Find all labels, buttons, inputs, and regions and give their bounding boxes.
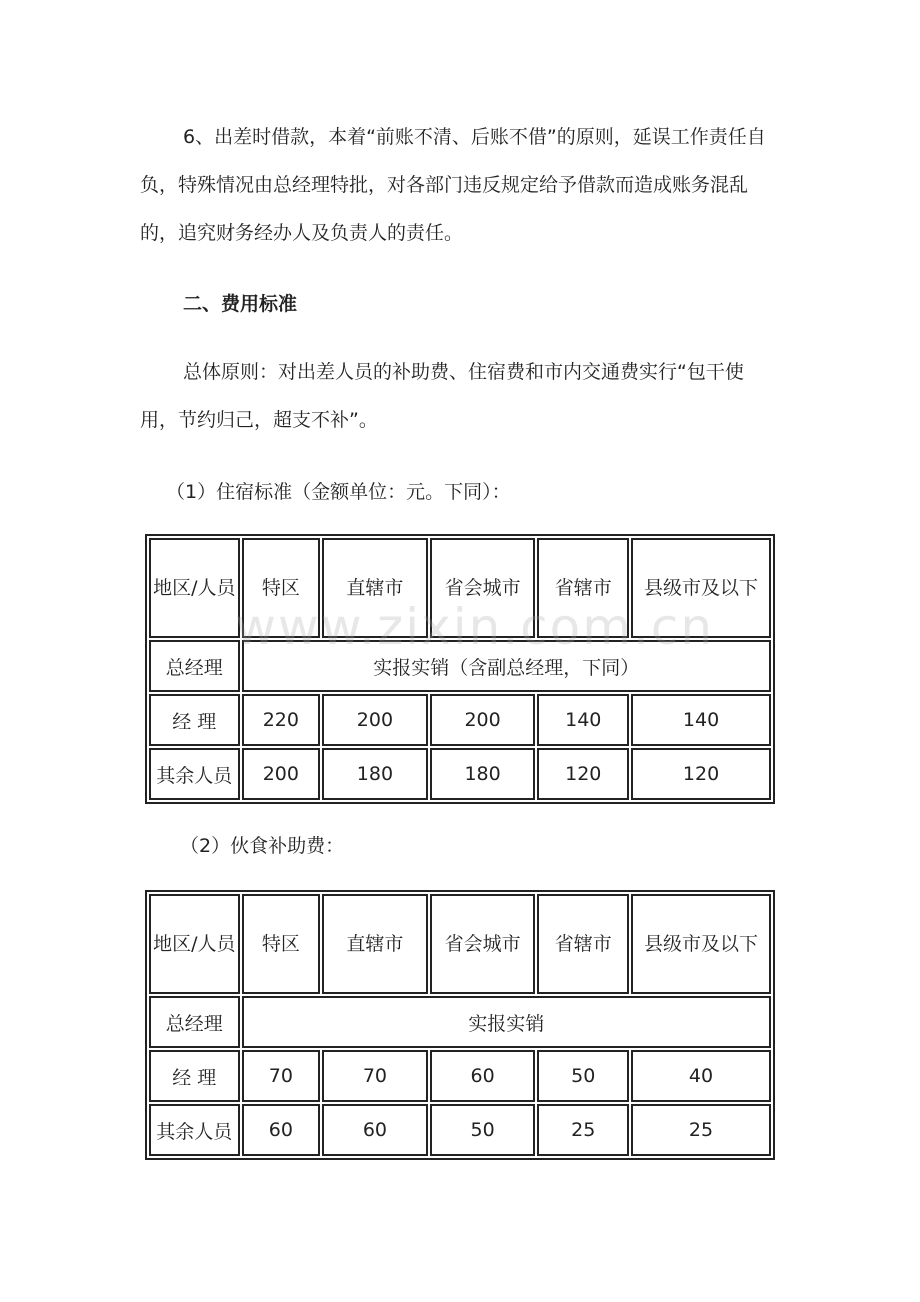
header-cell-county-and-below: 县级市及以下 [631,538,771,638]
meal-allowance-table [145,890,775,1160]
caption-meal-allowance: （2）伙食补助费： [180,835,345,857]
table-header-row [149,538,771,638]
header-cell-prefecture-city: 省辖市 [537,894,629,994]
header-cell-municipality: 直辖市 [322,538,428,638]
table-header-row [149,894,771,994]
table-cell: 25 [631,1104,771,1156]
header-cell-region-personnel: 地区/人员 [149,894,240,994]
table-cell: 180 [430,748,536,800]
header-cell-region-personnel: 地区/人员 [149,538,240,638]
row-label-other-staff: 其余人员 [149,1104,240,1156]
table-row [149,748,771,800]
row-label-manager: 经 理 [149,694,240,746]
table-cell: 140 [537,694,629,746]
row-label-general-manager: 总经理 [149,996,240,1048]
table-cell: 25 [537,1104,629,1156]
table-cell: 40 [631,1050,771,1102]
header-cell-provincial-capital: 省会城市 [430,538,536,638]
table-cell: 60 [322,1104,428,1156]
header-cell-special-zone: 特区 [242,894,321,994]
caption-lodging-standard: （1）住宿标准（金额单位：元。下同）： [166,481,511,503]
general-manager-value: 实报实销 [242,996,771,1048]
table-cell: 140 [631,694,771,746]
table-cell: 50 [537,1050,629,1102]
table-cell: 200 [242,748,321,800]
table-row [149,640,771,692]
row-label-general-manager: 总经理 [149,640,240,692]
paragraph-general-principle: 总体原则：对出差人员的补助费、住宿费和市内交通费实行“包干使用，节约归己，超支不补”。 [140,361,744,431]
table-cell: 220 [242,694,321,746]
header-cell-prefecture-city: 省辖市 [537,538,629,638]
table-row [149,1104,771,1156]
row-label-manager: 经 理 [149,1050,240,1102]
lodging-standard-table [145,534,775,804]
section-heading-expense-standards: 二、费用标准 [183,293,298,315]
header-cell-county-and-below: 县级市及以下 [631,894,771,994]
header-cell-provincial-capital: 省会城市 [430,894,536,994]
table-cell: 120 [631,748,771,800]
paragraph-borrowing-rule: 6、出差时借款，本着“前账不清、后账不借”的原则，延误工作责任自负，特殊情况由总经理特批，对各部门违反规定给予借款而造成账务混乱的，追究财务经办人及负责人的责任。 [140,126,766,244]
table-cell: 180 [322,748,428,800]
table-cell: 50 [430,1104,536,1156]
table-cell: 60 [242,1104,321,1156]
general-manager-value: 实报实销（含副总经理，下同） [242,640,771,692]
header-cell-special-zone: 特区 [242,538,321,638]
table-cell: 70 [322,1050,428,1102]
table-row [149,694,771,746]
table-cell: 200 [430,694,536,746]
table-row [149,1050,771,1102]
table-row [149,996,771,1048]
table-cell: 60 [430,1050,536,1102]
watermark: www.zixin.com.cn [235,598,715,656]
table-cell: 200 [322,694,428,746]
row-label-other-staff: 其余人员 [149,748,240,800]
header-cell-municipality: 直辖市 [322,894,428,994]
table-cell: 120 [537,748,629,800]
table-cell: 70 [242,1050,321,1102]
